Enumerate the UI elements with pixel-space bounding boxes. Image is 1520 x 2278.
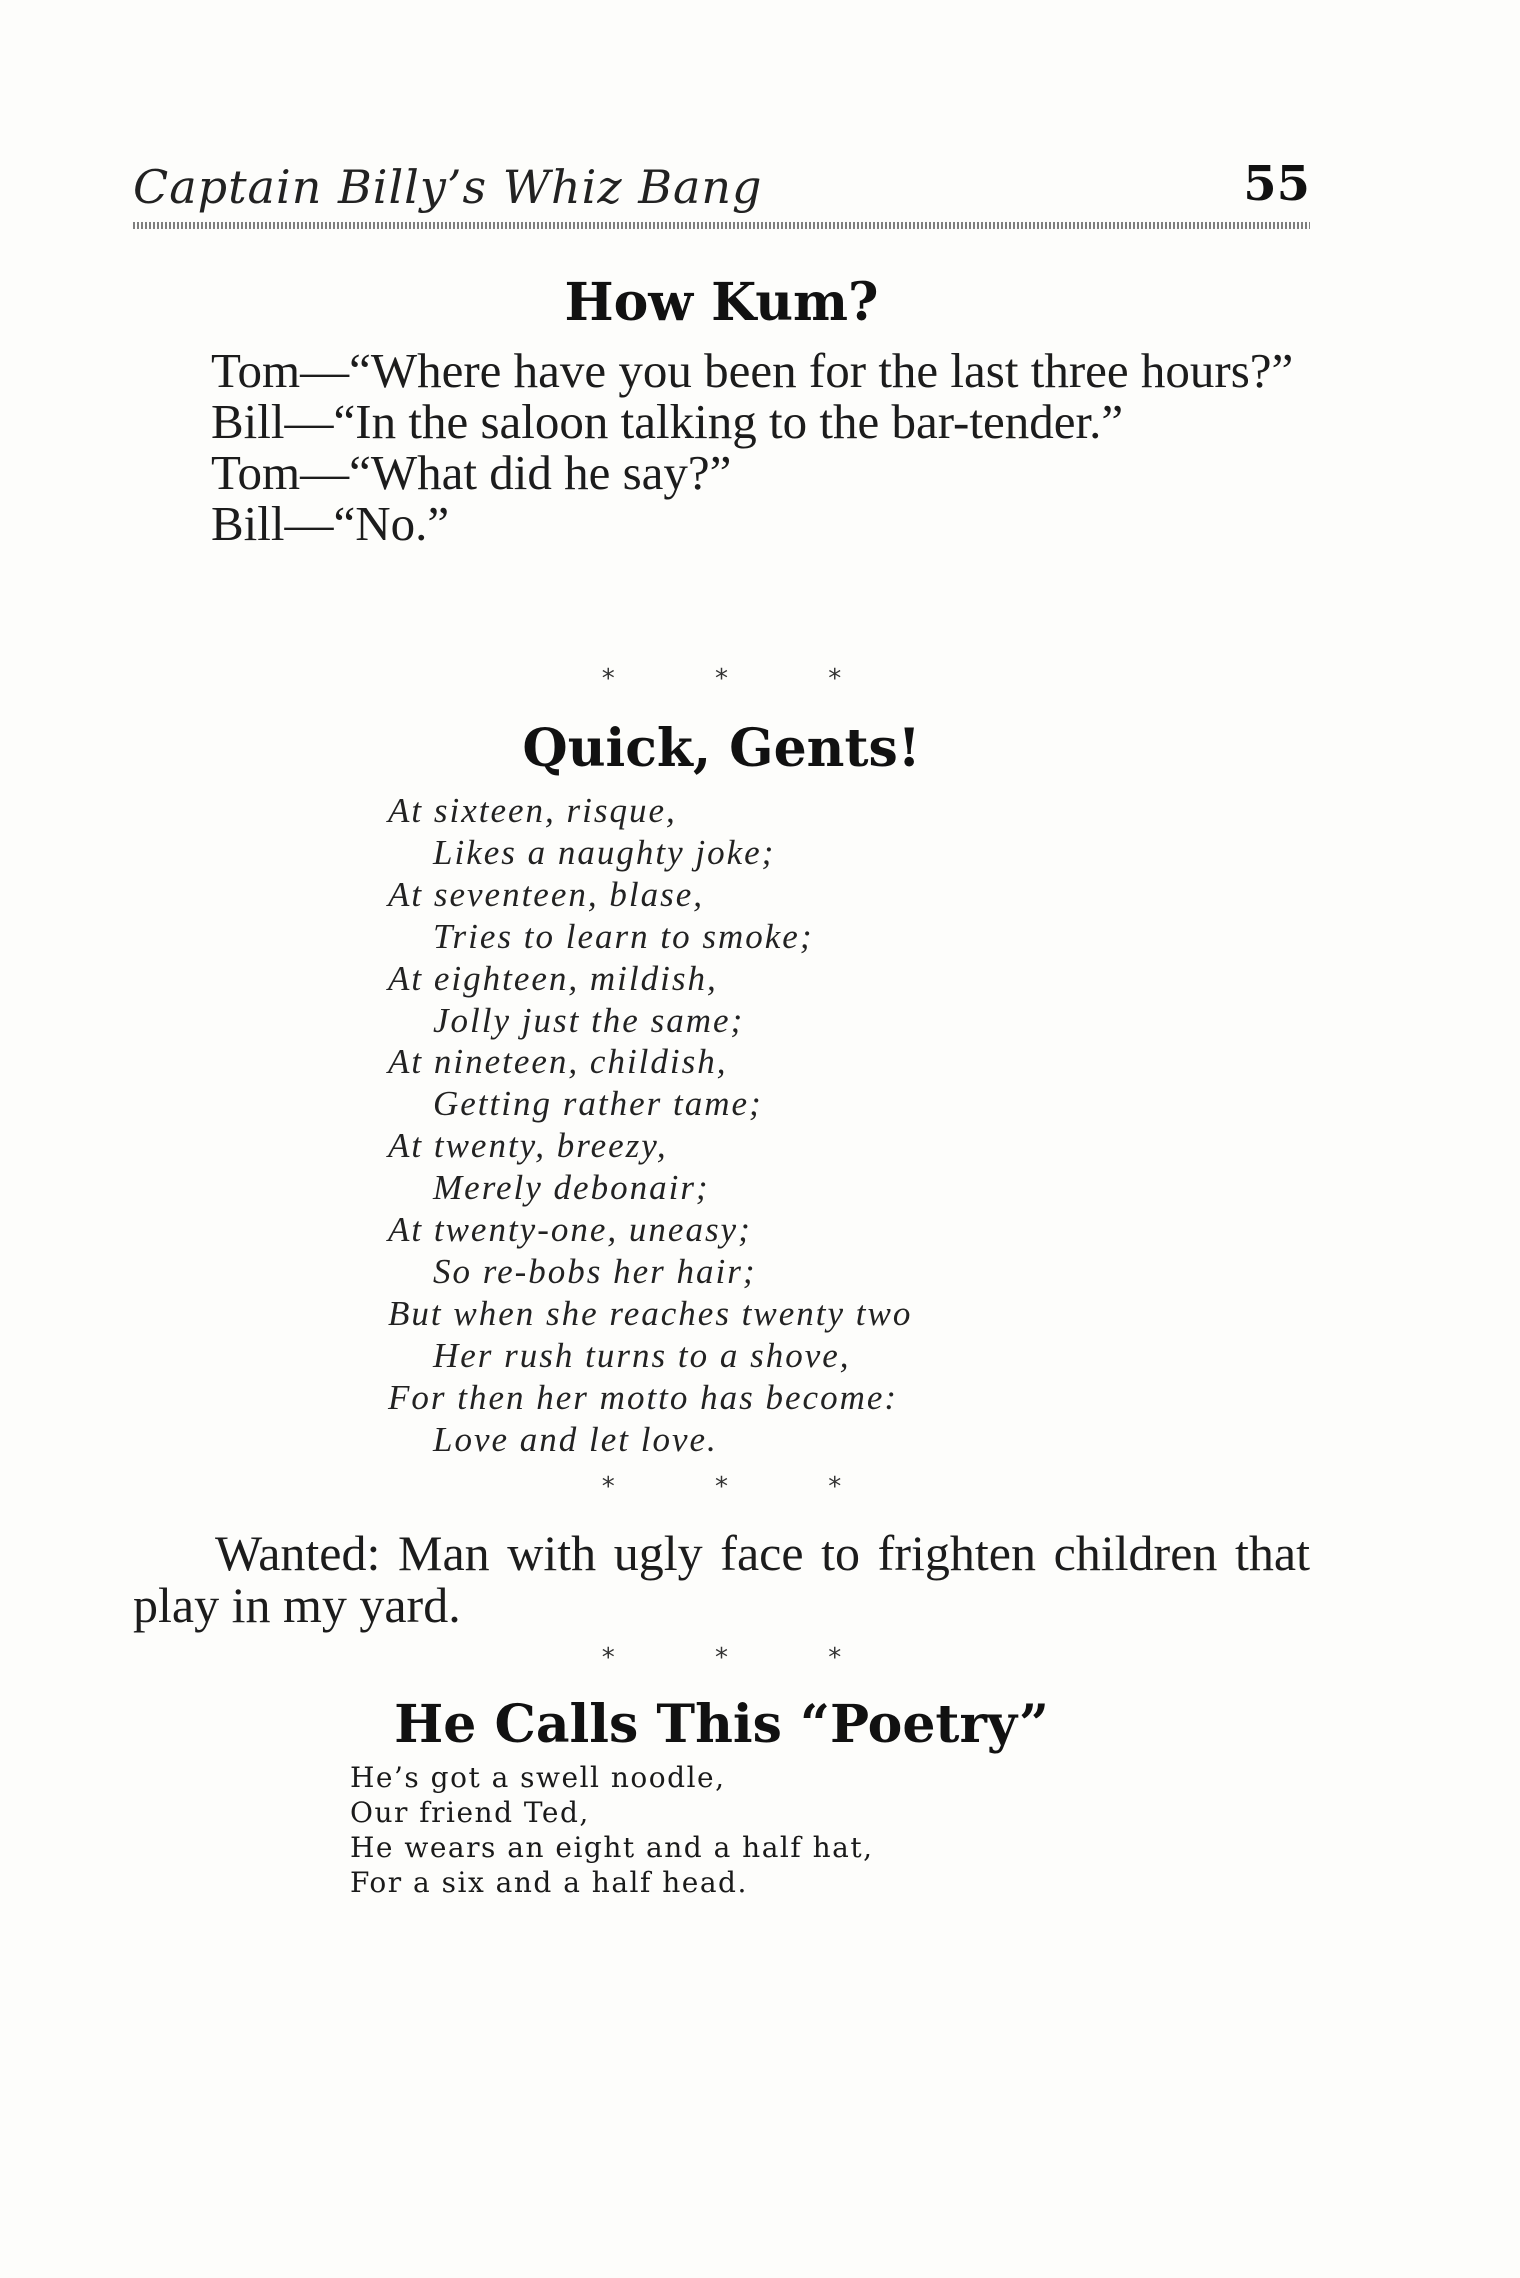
dialogue-line: Bill—“In the saloon talking to the bar-tender.” — [211, 394, 1124, 449]
section-separator: * * * — [601, 664, 888, 694]
poem-line: For then her motto has become: — [388, 1377, 899, 1417]
poem-line: Love and let love. — [433, 1419, 718, 1459]
poem-line: Her rush turns to a shove, — [433, 1335, 851, 1375]
poem-line: So re-bobs her hair; — [433, 1251, 757, 1291]
poem-line: Getting rather tame; — [433, 1084, 763, 1124]
verse-line: He’s got a swell noodle, — [350, 1761, 726, 1794]
dialogue-line: Bill—“No.” — [211, 496, 450, 551]
verse-line: Our friend Ted, — [350, 1796, 590, 1829]
poem-line: Tries to learn to smoke; — [433, 916, 814, 956]
running-title: Captain Billy’s Whiz Bang — [133, 160, 763, 214]
heading-quick-gents: Quick, Gents! — [522, 718, 921, 779]
poem-line: Jolly just the same; — [433, 1000, 745, 1040]
poem-line: At nineteen, childish, — [388, 1042, 728, 1082]
page-number: 55 — [1243, 156, 1310, 212]
poem-line: At eighteen, mildish, — [388, 958, 718, 998]
dialogue-line: Tom—“Where have you been for the last three hours?” — [211, 343, 1294, 398]
poetry-verse — [350, 1760, 1050, 1900]
poem-line: Merely debonair; — [433, 1168, 710, 1208]
how-kum-dialogue — [133, 345, 1303, 549]
header-rule — [133, 222, 1310, 229]
poem-line: At twenty-one, uneasy; — [388, 1210, 752, 1250]
quick-gents-poem — [388, 790, 1088, 1461]
heading-how-kum: How Kum? — [564, 272, 879, 333]
poem-line: At twenty, breezy, — [388, 1126, 668, 1166]
poem-line: But when she reaches twenty two — [388, 1293, 913, 1333]
section-separator: * * * — [601, 1643, 888, 1673]
running-head — [133, 156, 1310, 220]
poem-line: At sixteen, risque, — [388, 791, 677, 830]
verse-line: For a six and a half head. — [350, 1866, 748, 1899]
poem-line: At seventeen, blase, — [388, 874, 705, 914]
wanted-paragraph: Wanted: Man with ugly face to frighten children that play in my yard. — [133, 1525, 1310, 1633]
heading-he-calls-this-poetry: He Calls This “Poetry” — [394, 1694, 1049, 1755]
verse-line: He wears an eight and a half hat, — [350, 1831, 874, 1864]
section-separator: * * * — [601, 1472, 888, 1502]
dialogue-line: Tom—“What did he say?” — [211, 445, 732, 500]
poem-line: Likes a naughty joke; — [433, 832, 776, 872]
